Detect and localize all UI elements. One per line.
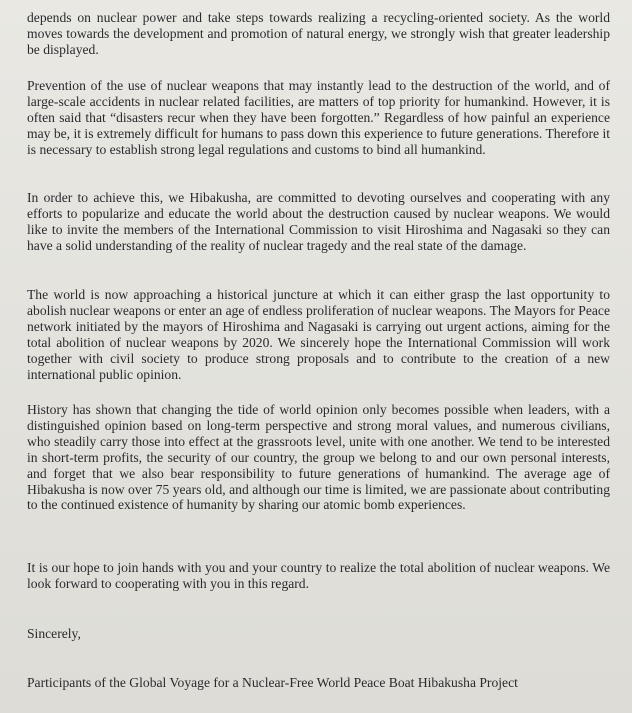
paragraph-historical-juncture: The world is now approaching a historical juncture at which it can either grasp the last opportunity to abolish nuclear weapons or enter an age of endless proliferation of nuclear weapons. The Mayors for Peace network initiated by the mayors of Hiroshima and Nagasaki is carrying out urgent actions, aiming for the total abolition of nuclear weapons by 2020. We sincerely hope the International Commission will work together with civil society to produce strong proposals and to contribute to the creation of a new international public opinion. [27, 287, 610, 382]
closing-salutation: Sincerely, [27, 626, 81, 641]
signature-line: Participants of the Global Voyage for a Nuclear-Free World Peace Boat Hibakusha Project [27, 675, 518, 690]
paragraph-invitation: In order to achieve this, we Hibakusha, are committed to devoting ourselves and cooperating with any efforts to popularize and educate the world about the destruction caused by nuclear weapons. We would like to invite the members of the International Commission to visit Hiroshima and Nagasaki so they can have a solid understanding of the reality of nuclear tragedy and the real state of the damage. [27, 190, 610, 253]
paragraph-history: History has shown that changing the tide of world opinion only becomes possible when leaders, with a distinguished opinion based on long-term perspective and strong moral values, and numerous civilians, who steadily carry those into effect at the grassroots level, unite with one another. We tend to be interested in short-term profits, the security of our country, the group we belong to and our own personal interests, and forget that we also bear responsibility to future generations of humankind. The average age of Hibakusha is now over 75 years old, and although our time is limited, we are passionate about contributing to the continued existence of humanity by sharing our atomic bomb experiences. [27, 402, 610, 513]
paragraph-energy-policy: depends on nuclear power and take steps towards realizing a recycling-oriented society. As the world moves towards the development and promotion of natural energy, we strongly wish that greater leadership be displayed. [27, 10, 610, 57]
paragraph-prevention: Prevention of the use of nuclear weapons that may instantly lead to the destruction of the world, and of large-scale accidents in nuclear related facilities, are matters of top priority for humankind. However, it is often said that “disasters recur when they have been forgotten.” Regardless of how painful an experience may be, it is extremely difficult for humans to pass down this experience to future generations. Therefore it is necessary to establish strong legal regulations and customs to bind all humankind. [27, 78, 610, 157]
paragraph-hope: It is our hope to join hands with you and your country to realize the total abolition of nuclear weapons. We look forward to cooperating with you in this regard. [27, 560, 610, 591]
